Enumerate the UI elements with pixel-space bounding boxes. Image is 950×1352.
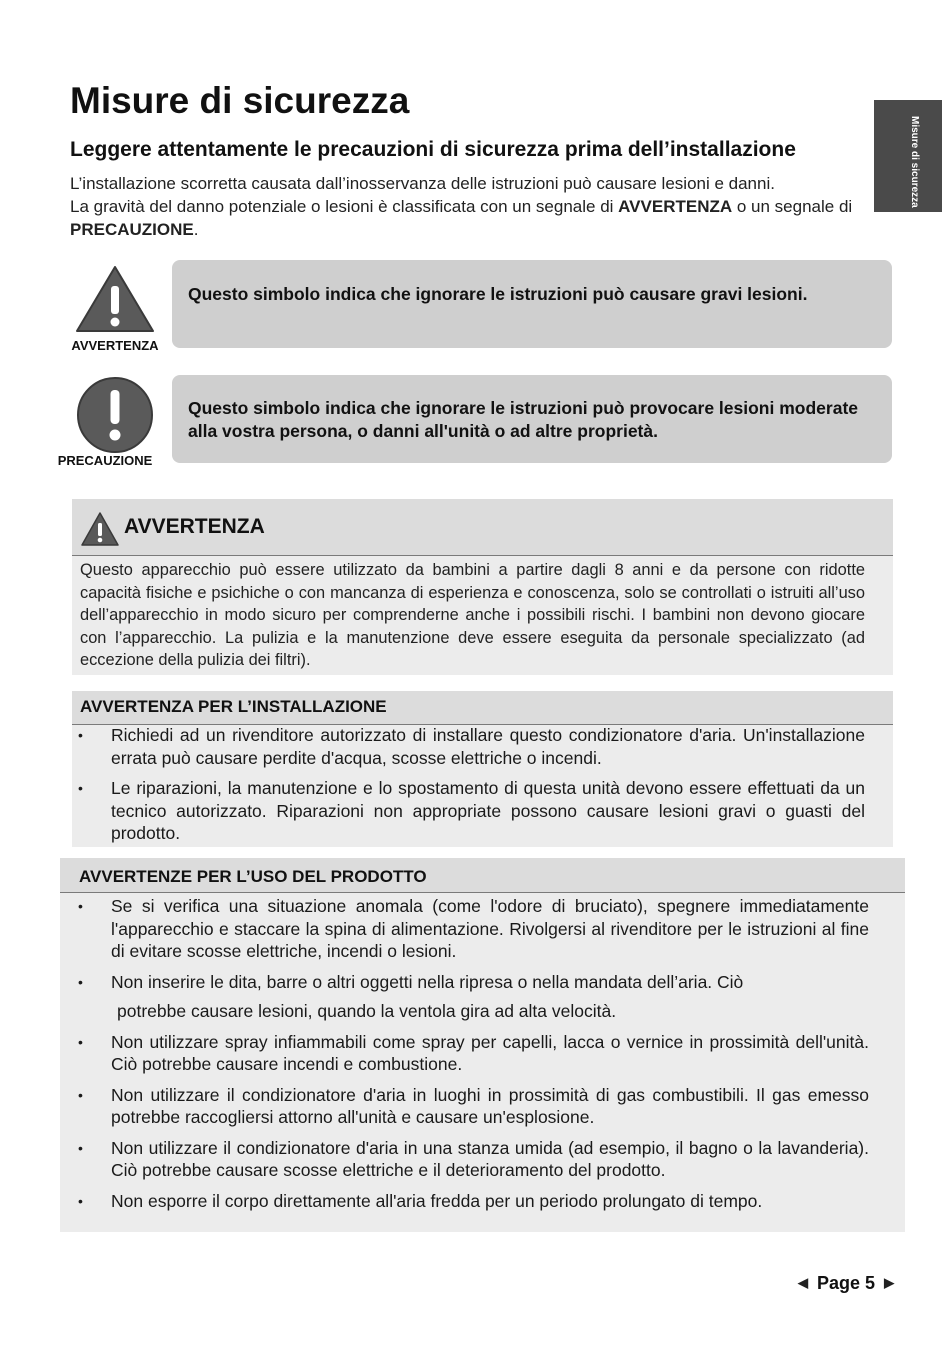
prev-page-arrow-icon[interactable]: ◀ (798, 1275, 808, 1290)
installazione-header (72, 691, 893, 725)
list-item-continuation (78, 1000, 869, 1023)
caution-circle-icon (76, 376, 154, 454)
list-item (78, 971, 869, 994)
list-item (78, 724, 865, 769)
intro-text-part: o un segnale di (732, 197, 853, 216)
warning-triangle-icon (74, 264, 156, 334)
list-item-text: Non utilizzare spray infiammabili come spray per capelli, lacca o vernice in prossimità dell'unità. Ciò potrebbe causare incendi e combustione. (111, 1031, 869, 1074)
list-item-text: Le riparazioni, la manutenzione e lo spostamento di questa unità devono essere effettuati da un tecnico autorizzato. Riparazioni non appropriate possono causare lesioni gravi o guasti del prodotto. (111, 778, 865, 843)
installazione-title: AVVERTENZA PER L’INSTALLAZIONE (80, 697, 387, 716)
warning-symbol-text: Questo simbolo indica che ignorare le istruzioni può causare gravi lesioni. (188, 284, 808, 304)
uso-header (60, 858, 905, 893)
list-item-text: Richiedi ad un rivenditore autorizzato di installare questo condizionatore d'aria. Un'installazione errata può causare perdite d'acqua, scosse elettriche o incendi. (111, 725, 865, 768)
bullet-dot: • (78, 1033, 83, 1050)
page-number: Page 5 (817, 1273, 876, 1293)
bullet-dot: • (78, 780, 83, 796)
avvertenza-section (72, 499, 893, 675)
list-item (78, 1084, 869, 1129)
intro-text-end: . (193, 220, 199, 239)
uso-title: AVVERTENZE PER L’USO DEL PRODOTTO (79, 867, 427, 886)
list-item-text: Se si verifica una situazione anomala (come l'odore di bruciato), spegnere immediatamente l'apparecchio e staccare la spina di alimentazione. Rivolgersi al rivenditore per le istruzioni al fine di evitare scosse elettriche, incendi o lesioni. (111, 896, 869, 961)
intro-bold-warning: AVVERTENZA (618, 197, 733, 216)
uso-list (78, 895, 869, 1212)
caution-symbol-text: Questo simbolo indica che ignorare le istruzioni può provocare lesioni moderate alla vostra persona, o danni all'unità o ad altre proprietà. (188, 398, 858, 441)
side-tab-label: Misure di sicurezza (909, 116, 920, 208)
page-footer (798, 1273, 894, 1294)
warning-symbol-box (172, 260, 892, 348)
uso-section (60, 858, 905, 1232)
page-subtitle: Leggere attentamente le precauzioni di sicurezza prima dell’installazione (70, 138, 796, 161)
side-section-tab[interactable] (874, 100, 942, 212)
intro-line-1: L’installazione scorretta causata dall’inosservanza delle istruzioni può causare lesioni e danni. (70, 174, 775, 193)
caution-symbol-label: PRECAUZIONE (57, 453, 153, 468)
page-title: Misure di sicurezza (70, 80, 410, 121)
next-page-arrow-icon[interactable]: ▶ (884, 1275, 895, 1290)
bullet-dot: • (78, 898, 83, 914)
list-item-text: potrebbe causare lesioni, quando la ventola gira ad alta velocità. (117, 1001, 617, 1021)
list-item (78, 1137, 869, 1182)
list-item-text: Non utilizzare il condizionatore d'aria in una stanza umida (ad esempio, il bagno o la lavanderia). Ciò potrebbe causare scosse elettriche e il deterioramento del prodotto. (111, 1137, 869, 1180)
list-item-text: Non utilizzare il condizionatore d'aria in luoghi in prossimità di gas combustibili. Il gas emesso potrebbe raccogliersi attorno all'unità e causare un'esplosione. (111, 1084, 869, 1127)
caution-symbol-box (172, 375, 892, 463)
bullet-dot: • (78, 1192, 83, 1209)
avvertenza-header (72, 499, 893, 556)
list-item-text: Non inserire le dita, barre o altri oggetti nella ripresa o nella mandata dell’aria. Ciò (111, 971, 744, 992)
installazione-list (78, 724, 865, 845)
warning-symbol-label: AVVERTENZA (71, 338, 159, 353)
list-item (78, 777, 865, 845)
bullet-dot: • (78, 1139, 83, 1156)
list-item (78, 1031, 869, 1076)
avvertenza-text: Questo apparecchio può essere utilizzato da bambini a partire dagli 8 anni e da persone con ridotte capacità fisiche e psichiche o con mancanza di esperienza e conoscenza, solo se controllati o istruiti all’uso dell’apparecchio in modo sicuro per comprenderne anche i possibili rischi. I bambini non devono giocare con l’apparecchio. La pulizia e la manutenzione deve essere eseguita da personale specializzato (ad eccezione della pulizia dei filtri). (80, 561, 865, 669)
bullet-dot: • (78, 973, 83, 990)
intro-line-2 (70, 195, 860, 241)
bullet-dot: • (78, 727, 83, 743)
avvertenza-title: AVVERTENZA (124, 515, 265, 538)
list-item-text: Non esporre il corpo direttamente all'aria fredda per un periodo prolungato di tempo. (111, 1190, 763, 1211)
intro-bold-caution: PRECAUZIONE (70, 220, 194, 239)
warning-triangle-icon (80, 511, 120, 547)
intro-text (70, 172, 860, 241)
installazione-section (72, 691, 893, 847)
bullet-dot: • (78, 1086, 83, 1103)
list-item (78, 1190, 869, 1213)
intro-text-part: La gravità del danno potenziale o lesioni è classificata con un segnale di (70, 197, 619, 216)
list-item (78, 895, 869, 963)
